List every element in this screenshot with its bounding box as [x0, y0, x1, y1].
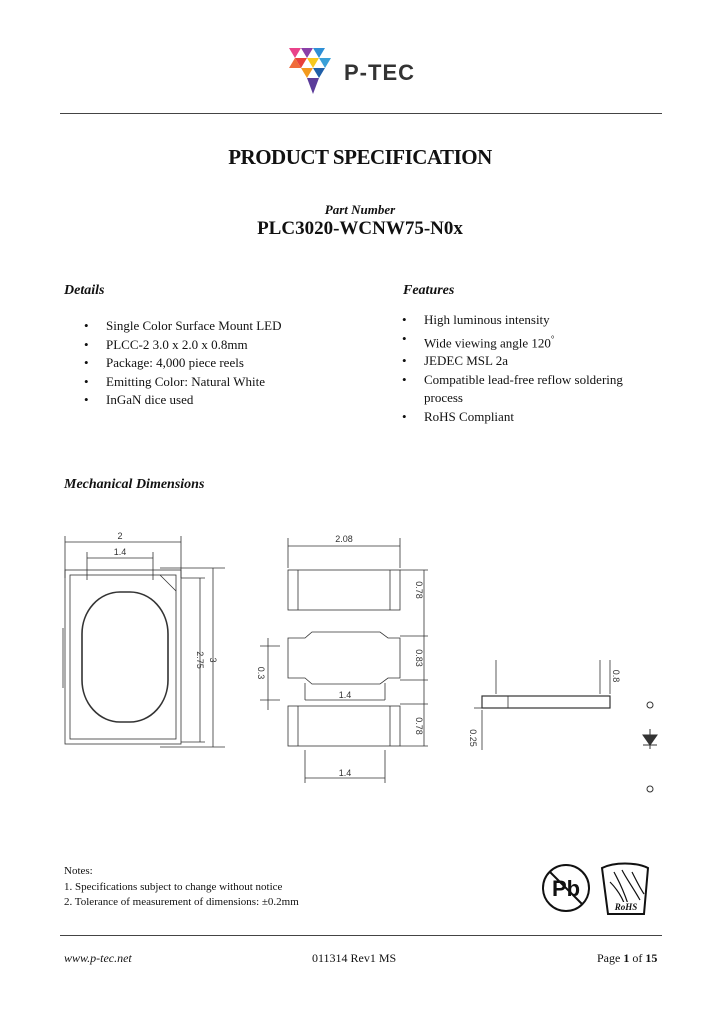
dim-top-height: 3	[208, 657, 218, 663]
brand-logo-icon	[286, 44, 340, 98]
list-item	[402, 330, 632, 353]
details-list	[84, 317, 281, 410]
dim-pad-gap: 0.3	[256, 666, 266, 680]
list-item: • RoHS Compliant	[402, 408, 632, 427]
page-total: 15	[645, 951, 658, 965]
list-item-text: Wide viewing angle 120	[424, 334, 551, 350]
notes-heading: Notes:	[64, 865, 93, 877]
dim-pad-bottom-width: 1.4	[338, 768, 352, 778]
list-item: • Compatible lead-free reflow soldering process	[402, 371, 632, 408]
footer-divider	[60, 935, 662, 936]
brand-logo	[286, 44, 340, 98]
footer-website[interactable]: www.p-tec.net	[64, 951, 132, 965]
part-number-label: Part Number	[324, 202, 396, 217]
footer-revision: 011314 Rev1 MS	[312, 951, 397, 965]
dim-pad-inner-width: 1.4	[338, 690, 352, 700]
pad-view-drawing	[250, 528, 440, 788]
dim-top-width: 2	[117, 531, 123, 541]
polarity-marks	[638, 695, 662, 800]
features-heading: Features	[403, 283, 455, 298]
note-item: 2. Tolerance of measurement of dimensions: ±0.2mm	[64, 896, 299, 908]
dim-pad-bottom: 0.78	[414, 717, 424, 735]
page-title: PRODUCT SPECIFICATION	[228, 145, 492, 169]
dim-top-inner-height: 2.75	[195, 651, 205, 669]
footer-page	[597, 951, 657, 966]
list-item: • Package: 4,000 piece reels	[84, 354, 281, 373]
features-list	[402, 311, 632, 426]
dim-pad-width: 2.08	[335, 534, 353, 544]
dim-pad-top: 0.78	[414, 581, 424, 599]
dim-side-height: 0.8	[611, 669, 621, 683]
rohs-badge	[596, 860, 656, 920]
mechanical-heading: Mechanical Dimensions	[64, 477, 205, 492]
notes	[64, 864, 299, 911]
list-item: • Single Color Surface Mount LED	[84, 317, 281, 336]
list-item: • Emitting Color: Natural White	[84, 373, 281, 392]
header-divider	[60, 113, 662, 114]
list-item: • JEDEC MSL 2a	[402, 352, 632, 371]
note-item: 1. Specifications subject to change without notice	[64, 880, 283, 893]
pb-text: Pb	[551, 876, 581, 901]
degree-symbol: °	[550, 333, 555, 344]
list-item: • PLCC-2 3.0 x 2.0 x 0.8mm	[84, 336, 281, 355]
dim-pad-mid: 0.83	[414, 649, 424, 667]
dim-side-thickness: 0.25	[468, 729, 478, 747]
side-view-drawing	[460, 650, 625, 760]
list-item: • High luminous intensity	[402, 311, 632, 330]
details-heading: Details	[64, 283, 105, 298]
rohs-text: RoHS	[614, 902, 638, 912]
page-current: 1	[623, 951, 630, 965]
page-prefix: Page	[597, 951, 624, 965]
part-number-value: PLC3020-WCNW75-N0x	[257, 218, 463, 239]
pb-free-badge	[540, 862, 592, 914]
dim-top-inner-width: 1.4	[113, 547, 127, 557]
top-view-drawing	[60, 528, 230, 768]
page-of: of	[629, 951, 646, 965]
brand-name: P-TEC	[344, 60, 415, 85]
list-item: • InGaN dice used	[84, 391, 281, 410]
